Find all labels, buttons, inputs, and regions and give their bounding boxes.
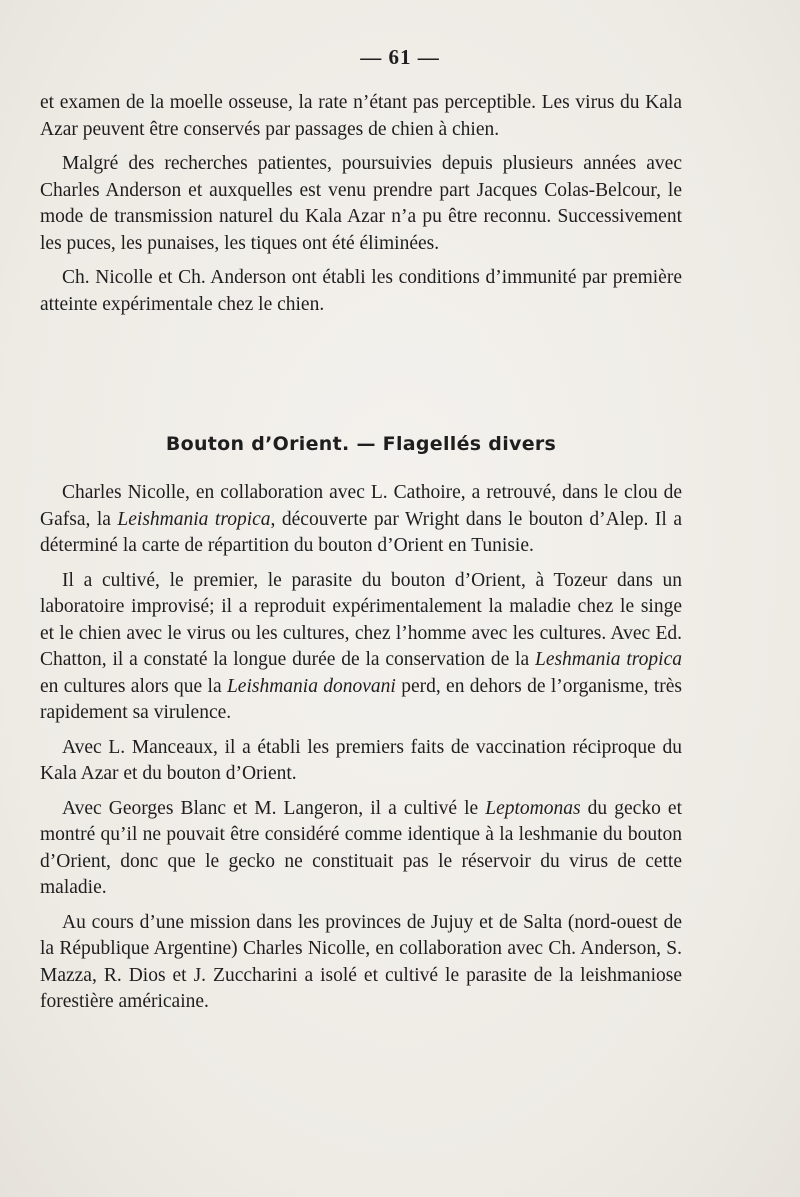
paragraph-gecko-text-1: Avec Georges Blanc et M. Langeron, il a cultivé le	[62, 797, 486, 819]
species-leshmania-tropica: Leshmania tropica	[534, 649, 682, 670]
paragraph-continuation: et examen de la moelle osseuse, la rate n’étant pas perceptible. Les virus du Kala Azar peuvent être conservés par passages de chien à chien.	[40, 92, 682, 140]
paragraph-argentina: Au cours d’une mission dans les provinces de Jujuy et de Salta (nord-ouest de la République Argentine) Charles Nicolle, en collaboration avec Ch. Anderson, S. Mazza, R. Dios et J. Zuccharini a isolé et cultivé le parasite de la leishmaniose forestière américaine.	[40, 911, 682, 1012]
paragraph-gafsa	[40, 480, 682, 560]
species-leishmania-tropica: Leishmania tropica	[117, 508, 271, 530]
species-leishmania-donovani: Leishmania donovani	[226, 675, 396, 697]
paragraph-gecko-text-2: du gecko et montré qu’il ne pouvait être considéré comme identique à la leshmanie du bouton d’Orient, donc que le gecko ne constituait pas le réservoir du virus de cette maladie.	[40, 797, 682, 898]
paragraph-transmission: Malgré des recherches patientes, poursuivies depuis plusieurs années avec Charles Anderson et auxquelles est venu prendre part Jacques Colas-Belcour, le mode de transmission naturel du Kala Azar n’a pu être reconnu. Successivement les puces, les punaises, les tiques ont été éliminées.	[40, 153, 682, 254]
page-number: — 61 —	[360, 45, 440, 69]
paragraph-vaccination: Avec L. Manceaux, il a établi les premiers faits de vaccination réciproque du Kala Azar et du bouton d’Orient.	[40, 736, 682, 784]
paragraph-tozeur	[40, 568, 682, 727]
paragraph-gecko	[40, 796, 682, 902]
species-leptomonas: Leptomonas	[485, 797, 581, 819]
paragraph-immunity: Ch. Nicolle et Ch. Anderson ont établi les conditions d’immunité par première atteinte expérimentale chez le chien.	[40, 267, 682, 315]
paragraph-tozeur-text-2: en cultures alors que la	[40, 675, 227, 697]
text-block-top	[40, 90, 682, 318]
paragraph-gafsa-text-2: , découverte par Wright dans le bouton d’Alep. Il a déterminé la carte de répartition du bouton d’Orient en Tunisie.	[40, 508, 682, 556]
paragraph-gafsa-text-1: Charles Nicolle, en collaboration avec L. Cathoire, a retrouvé, dans le clou de Gafsa, la	[40, 482, 682, 530]
section-heading: Bouton d’Orient. — Flagellés divers	[165, 433, 557, 455]
text-block-bottom	[40, 480, 682, 1016]
paragraph-tozeur-text-3: perd, en dehors de l’organisme, très rapidement sa virulence.	[40, 675, 682, 723]
paragraph-tozeur-text-1: Il a cultivé, le premier, le parasite du bouton d’Orient, à Tozeur dans un laboratoire improvisé; il a reproduit expérimentalement la maladie chez le singe et le chien avec le virus ou les cultures, chez l’homme avec les cultures. Avec Ed. Chatton, il a constaté la longue durée de la conservation de la	[40, 569, 682, 670]
